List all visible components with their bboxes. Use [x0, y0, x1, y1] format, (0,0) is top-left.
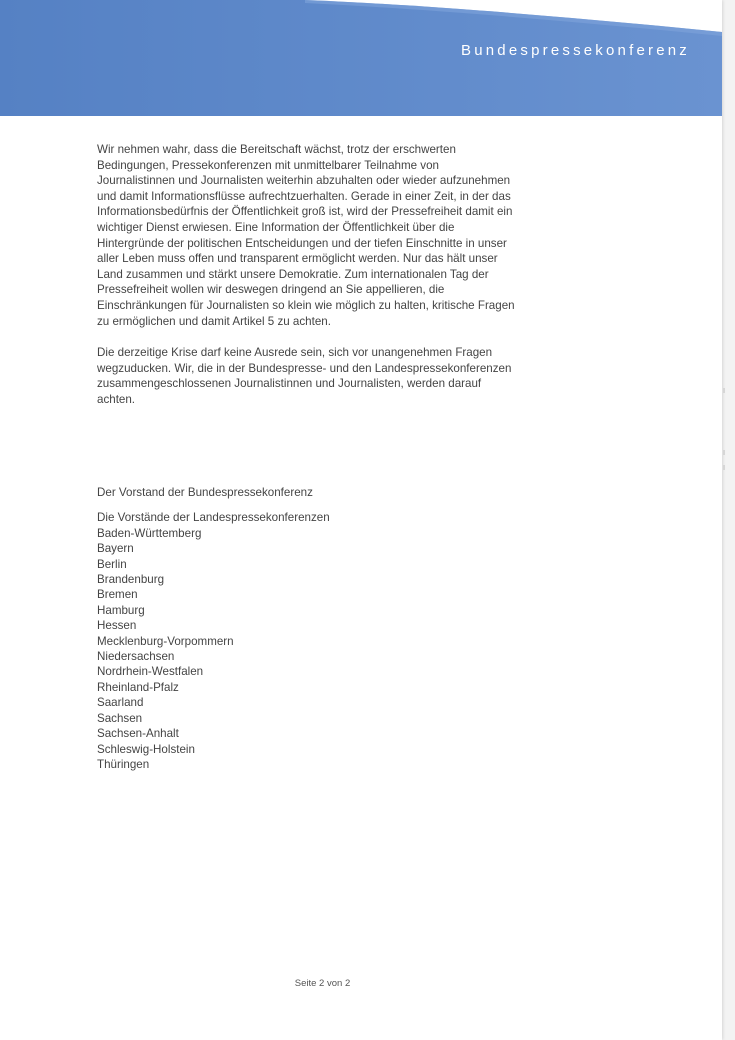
- text-line: wichtiger Dienst erwiesen. Eine Information der Öffentlichkeit über die: [97, 220, 455, 234]
- state-item: Schleswig-Holstein: [97, 742, 195, 756]
- state-item: Hessen: [97, 619, 137, 633]
- text-line: Wir nehmen wahr, dass die Bereitschaft wächst, trotz der erschwerten: [97, 143, 456, 156]
- state-item: Thüringen: [97, 757, 150, 771]
- edge-mark: [723, 450, 725, 455]
- state-item: Sachsen-Anhalt: [97, 727, 179, 741]
- text-line: Die derzeitige Krise darf keine Ausrede sein, sich vor unangenehmen Fragen: [97, 346, 493, 360]
- signature-block: [97, 485, 330, 772]
- state-item: Bremen: [97, 588, 138, 602]
- letter-body: [97, 142, 567, 424]
- federal-board-signature: Der Vorstand der Bundespressekonferenz: [97, 486, 313, 499]
- text-line: Hintergründe der politischen Entscheidungen und der tiefen Einschnitte in unser: [97, 236, 507, 250]
- text-line: zu ermöglichen und damit Artikel 5 zu achten.: [97, 314, 331, 328]
- header-band: [0, 0, 722, 116]
- state-item: Hamburg: [97, 603, 145, 617]
- text-line: achten.: [97, 392, 136, 406]
- state-item: Saarland: [97, 696, 144, 710]
- text-line: und damit Informationsflüsse aufrechtzuerhalten. Gerade in einer Zeit, in der das: [97, 189, 511, 203]
- paragraph-1: [97, 142, 567, 329]
- text-line: Land zusammen und stärkt unsere Demokratie. Zum internationalen Tag der: [97, 267, 489, 281]
- text-line: Pressefreiheit wollen wir deswegen dringend an Sie appellieren, die: [97, 283, 445, 297]
- state-item: Nordrhein-Westfalen: [97, 665, 204, 679]
- text-line: Informationsbedürfnis der Öffentlichkeit groß ist, wird der Pressefreiheit damit ein: [97, 205, 513, 219]
- page-number: Seite 2 von 2: [294, 978, 351, 989]
- state-boards-heading: Die Vorstände der Landespressekonferenzen: [97, 511, 330, 525]
- state-item: Rheinland-Pfalz: [97, 680, 179, 694]
- next-page-edge: [722, 0, 735, 1040]
- state-item: Bayern: [97, 542, 134, 556]
- text-line: Bedingungen, Pressekonferenzen mit unmittelbarer Teilnahme von: [97, 158, 440, 172]
- paragraph-2: [97, 345, 567, 407]
- text-line: zusammengeschlossenen Journalistinnen und Journalisten, werden darauf: [97, 377, 482, 391]
- edge-mark: [723, 388, 725, 393]
- state-item: Mecklenburg-Vorpommern: [97, 634, 234, 648]
- text-line: Einschränkungen für Journalisten so klein wie möglich zu halten, kritische Fragen: [97, 298, 515, 312]
- edge-mark: [723, 465, 725, 470]
- state-item: Sachsen: [97, 711, 143, 725]
- text-line: Journalistinnen und Journalisten weiterhin abzuhalten oder wieder aufzunehmen: [97, 174, 511, 188]
- organization-title: Bundespressekonferenz: [461, 42, 690, 59]
- text-line: wegzuducken. Wir, die in der Bundespresse- und den Landespressekonferenzen: [97, 361, 512, 375]
- state-item: Brandenburg: [97, 573, 165, 587]
- state-item: Baden-Württemberg: [97, 526, 202, 540]
- state-item: Berlin: [97, 557, 127, 571]
- state-item: Niedersachsen: [97, 650, 175, 664]
- text-line: aller Leben muss offen und transparent ermöglicht werden. Nur das hält unser: [97, 252, 498, 266]
